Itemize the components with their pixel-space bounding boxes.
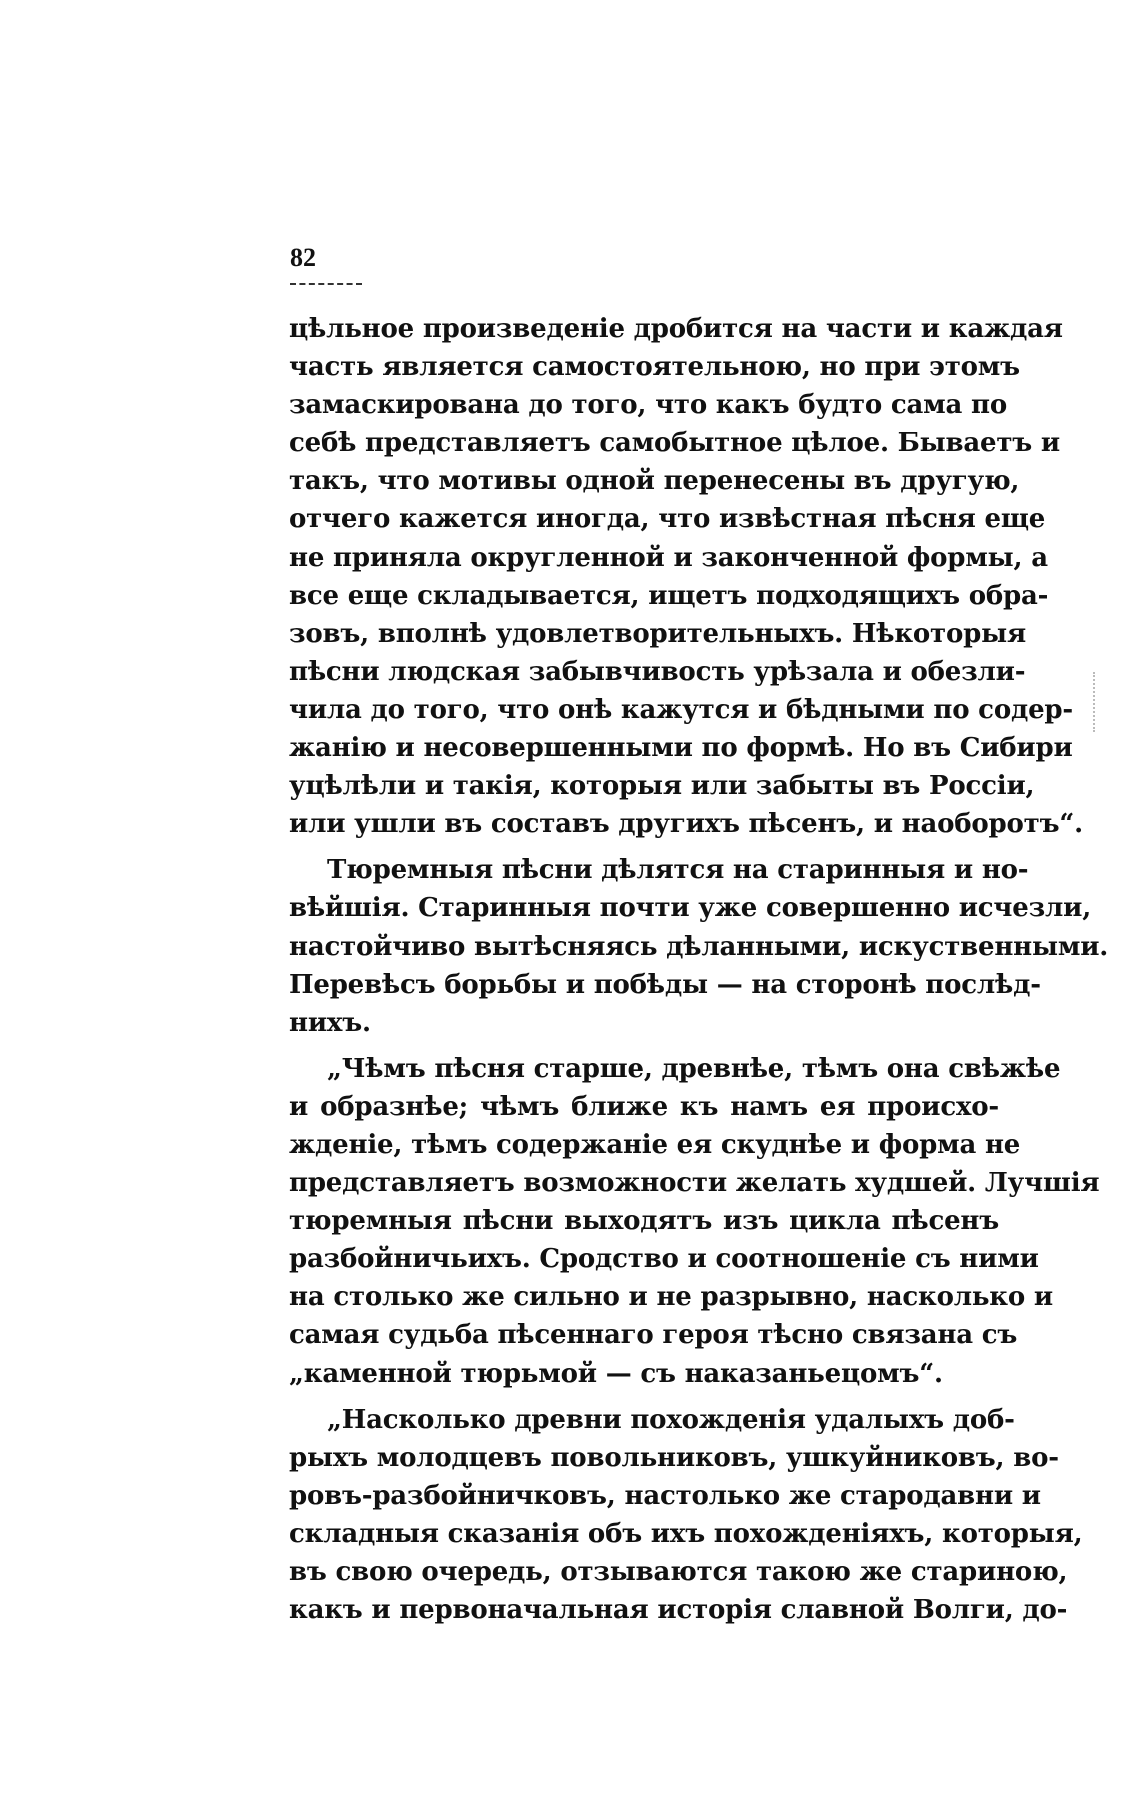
text-line: цѣльное произведеніе дробится на части и каждая [289,314,1063,344]
text-line: „Насколько древни похожденія удалыхъ доб- [327,1404,1015,1435]
text-line: представляетъ возможности желать худшей. Лучшія [289,1168,1100,1199]
text-line: чила до того, что онѣ кажутся и бѣдными по содер- [289,694,1073,725]
text-line: жанію и несовершенными по формѣ. Но въ Сибири [289,733,1073,764]
paragraph [289,1050,1100,1393]
text-line: въ свою очередь, отзываются такою же стариною, [289,1557,1068,1587]
text-line: все еще складывается, ищетъ подходящихъ обра- [289,580,1049,611]
text-line: ровъ-разбойничковъ, настолько же стародавни и [289,1480,1041,1511]
text-line: „каменной тюрьмой — съ наказаньецомъ“. [289,1358,943,1389]
paragraph-gap [289,1042,999,1050]
text-line: тюремныя пѣсни выходятъ изъ цикла пѣсенъ [289,1206,999,1237]
paragraph [289,310,1083,843]
margin-marks [1093,672,1097,732]
text-line: рыхъ молодцевъ повольниковъ, ушкуйниковъ, во- [289,1442,1059,1473]
text-line: замаскирована до того, что какъ будто сама по [289,390,1007,421]
text-line: пѣсни людская забывчивость урѣзала и обезли- [289,656,1026,687]
text-line: часть является самостоятельною, но при этомъ [289,352,1020,383]
paragraph [289,851,1109,1041]
text-line: настойчиво вытѣсняясь дѣланными, искуственными. [289,931,1109,962]
text-line: Перевѣсъ борьбы и побѣды — на сторонѣ послѣд- [289,969,1041,1000]
header-rule [290,283,362,285]
text-line: отчего кажется иногда, что извѣстная пѣсня еще [289,504,1046,535]
text-line: Тюремныя пѣсни дѣлятся на старинныя и но- [327,855,1029,886]
text-line: уцѣлѣли и такія, которыя или забыты въ Россіи, [289,771,1035,802]
text-line: самая судьба пѣсеннаго героя тѣсно связана съ [289,1320,1018,1351]
text-line: разбойничьихъ. Сродство и соотношеніе съ ними [289,1244,1039,1275]
text-line: складныя сказанія объ ихъ похожденіяхъ, которыя, [289,1518,1083,1549]
paragraph [289,1401,1083,1630]
paragraph-gap [289,843,999,851]
text-line: нихъ. [289,1007,371,1038]
text-line: вѣйшія. Старинныя почти уже совершенно исчезли, [289,893,1092,924]
text-line: не приняла округленной и законченной формы, а [289,542,1048,573]
body-text [289,310,1109,1629]
paragraph-gap [289,1393,999,1401]
text-line: и образнѣе; чѣмъ ближе къ намъ ея происхо- [289,1091,999,1122]
text-line: или ушли въ составъ другихъ пѣсенъ, и наоборотъ“. [289,809,1083,840]
text-line: жденіе, тѣмъ содержаніе ея скуднѣе и форма не [289,1129,1021,1160]
text-line: на столько же сильно и не разрывно, насколько и [289,1282,1053,1313]
page-number: 82 [290,243,316,272]
text-line: зовъ, вполнѣ удовлетворительныхъ. Нѣкоторыя [289,618,1026,649]
text-line: „Чѣмъ пѣсня старше, древнѣе, тѣмъ она свѣжѣе [327,1053,1061,1084]
text-line: какъ и первоначальная исторія славной Волги, до- [289,1595,1068,1626]
text-line: себѣ представляетъ самобытное цѣлое. Бываетъ и [289,428,1060,459]
text-line: такъ, что мотивы одной перенесены въ другую, [289,466,1020,497]
